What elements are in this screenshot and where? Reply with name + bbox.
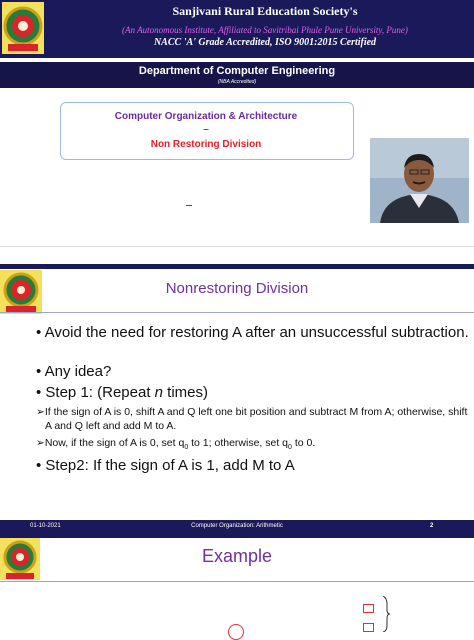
bullet-text: Step 1: (Repeat [45, 384, 155, 401]
society-name: Sanjivani Rural Education Society's [172, 4, 358, 18]
footer-title: Computer Organization: Arithmetic [191, 523, 283, 529]
slide-top-bar [0, 534, 474, 538]
bullet-item: • Avoid the need for restoring A after an unsuccessful subtraction. [36, 324, 469, 341]
bullet-text: Avoid the need for restoring A after an unsuccessful subtraction. [44, 324, 469, 341]
title-divider [0, 581, 474, 582]
accreditation-line: NACC 'A' Grade Accredited, ISO 9001:2015 Certified [153, 37, 377, 48]
department-name: Department of Computer Engineering [138, 65, 336, 77]
bullet-text: If the sign of A is 0, shift A and Q left one bit position and subtract M from A; otherwise, shift A and Q left and add M to A. [44, 406, 468, 432]
bullet-text: to 1; otherwise, set q [188, 437, 289, 449]
slide-title: Example [201, 546, 273, 566]
topic-title: Non Restoring Division [150, 139, 262, 150]
autonomous-subtitle: (An Autonomous Institute, Affiliated to Savitribai Phule Pune University, Pune) [122, 25, 408, 35]
bullet-text: Now, if the sign of A is 0, set q [44, 437, 185, 449]
slide-mark [186, 205, 192, 206]
register-box [363, 604, 374, 613]
footer-date: 01-10-2021 [30, 523, 61, 529]
subscript: 0 [184, 444, 189, 452]
bullet-text: Step2: If the sign of A is 1, add M to A [45, 457, 295, 474]
bullet-text: Any idea? [44, 363, 112, 380]
subscript: 0 [288, 444, 292, 452]
title-divider [0, 312, 474, 313]
institute-logo-icon [2, 2, 44, 54]
course-name: Computer Organization & Architecture [114, 111, 298, 122]
slide-bottom-strip [0, 246, 474, 263]
bullet-text-italic: n [154, 384, 163, 401]
nba-label: (NBA Accredited) [217, 79, 257, 85]
title-dash: – [203, 124, 209, 135]
bullet-text: times) [163, 384, 208, 401]
bullet-item: • Step 1: (Repeat n times) [36, 384, 208, 401]
bullet-text: to 0. [291, 437, 316, 449]
bullet-item: • Any idea? [36, 363, 112, 380]
slide-title: Nonrestoring Division [165, 280, 309, 297]
slide-top-bar [0, 264, 474, 269]
bullet-item: • Step2: If the sign of A is 1, add M to A [36, 457, 295, 474]
presenter-photo [370, 138, 469, 223]
highlight-circle [228, 624, 244, 640]
sub-bullet-item: ➢Now, if the sign of A is 0, set $q_0$ to 1; otherwise, set $q_0$ to 0. [36, 437, 316, 452]
sub-bullet-item: ➢If the sign of A is 0, shift A and Q left one bit position and subtract M from A; otherwise, shift A and Q left and add M to A. [36, 406, 468, 432]
footer-page-number: 2 [430, 523, 434, 529]
brace-icon [382, 596, 390, 632]
register-box [363, 623, 374, 632]
